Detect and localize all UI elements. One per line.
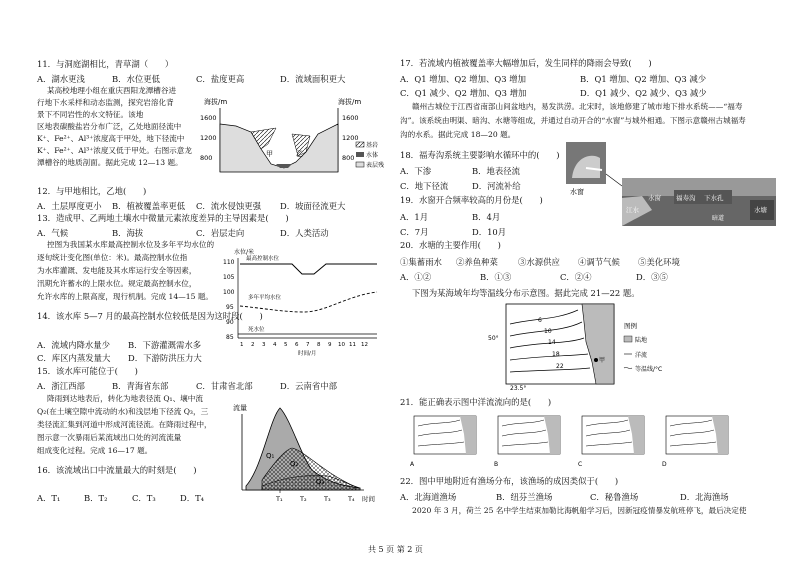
svg-text:福寿沟: 福寿沟 [676,194,696,202]
svg-text:18: 18 [552,351,560,358]
q11-opt-c[interactable]: C．盐度更高 [196,74,245,84]
q16-opt-a[interactable]: A．T₁ [37,493,61,503]
svg-text:22: 22 [556,363,564,370]
svg-text:110: 110 [223,259,235,266]
q20-opt-d[interactable]: D．③⑤ [636,272,668,282]
svg-text:图例: 图例 [624,322,637,330]
current-options-figure[interactable] [404,412,734,470]
option-map-d [662,416,728,468]
svg-text:85: 85 [226,334,234,341]
q13-stem: 13．造成甲、乙两地土壤水中微量元素浓度差异的主导因素是( ) [37,213,289,223]
q16-opt-d[interactable]: D．T₄ [180,493,205,503]
fig1-label-yi: 乙 [296,150,303,158]
svg-text:1: 1 [240,342,244,348]
q18-opt-d[interactable]: D．河流补给 [472,181,521,191]
fig1-right-axis: 海拔/m [338,98,362,106]
fig2-months [240,342,368,348]
isotherm-map [486,302,663,392]
svg-text:T₁: T₁ [276,495,283,503]
q22-opt-d[interactable]: D．北海渔场 [680,492,729,502]
q13-opt-c[interactable]: C．岩层走向 [196,228,245,238]
svg-text:水塘: 水塘 [754,206,767,214]
svg-text:Q₂: Q₂ [290,460,299,468]
q18-opt-a[interactable]: A．下渗 [400,166,432,176]
fig1-label-jia: 甲 [266,150,273,158]
svg-text:T₂: T₂ [300,495,307,503]
geologic-profile-figure [196,94,386,184]
q14-opt-b[interactable]: B．下游灌溉需水多 [128,340,202,350]
q19-opt-a[interactable]: A．1月 [400,212,429,222]
svg-text:8: 8 [317,342,321,348]
svg-text:50°: 50° [488,335,499,342]
q13-opt-a[interactable]: A．气候 [37,228,69,238]
jia-label: 甲 [599,357,606,364]
svg-text:水窗: 水窗 [648,194,661,202]
svg-text:5: 5 [284,342,288,348]
q22-stem: 22．图中甲地附近有渔场分布，该渔场的成因类似于( ) [400,476,619,486]
q20-opt-b[interactable]: B．①③ [480,272,512,282]
svg-text:等温线/°C: 等温线/°C [635,366,663,373]
q19-opt-c[interactable]: C．7月 [400,227,429,237]
q21-stem: 21．能正确表示图中洋流流向的是( ) [400,397,552,407]
svg-text:2: 2 [251,342,255,348]
q20-item-1: ①集蓄雨水 [400,257,442,267]
q22-opt-c[interactable]: C．秘鲁渔场 [590,492,639,502]
q18-stem: 18．福寿沟系统主要影响水循环中的( ) [400,150,560,160]
q19-stem: 19．水窗开合频率较高的月份是( ) [400,195,543,205]
fig2-ylabel: 水位/米 [234,249,255,256]
q18-opt-c[interactable]: C．地下径流 [400,181,449,191]
svg-text:9: 9 [328,342,332,348]
svg-text:10: 10 [544,328,552,335]
q14-opt-a[interactable]: A．流域内降水量少 [37,340,111,350]
q14-opt-d[interactable]: D．下游防洪压力大 [128,353,202,363]
svg-text:多年平均水位: 多年平均水位 [248,295,282,301]
passage-isotherm: 下图为某海域年均等温线分布示意图。据此完成 21—22 题。 [412,288,640,298]
fig2-yticks [223,259,235,341]
q20-stem: 20．水塘的主要作用( ) [400,240,501,250]
svg-text:6: 6 [295,342,299,348]
q17-opt-d[interactable]: D．Q1 减少、Q2 减少、Q3 减少 [580,88,707,98]
svg-text:陆地: 陆地 [635,337,648,344]
q14-stem: 14．该水库 5—7 月的最高控制水位较低是因为这时段( ) [37,311,263,321]
q11-opt-a[interactable]: A．湖水更浅 [37,74,85,84]
reservoir-level-chart [222,246,382,358]
svg-text:最高控制水位: 最高控制水位 [246,256,280,262]
svg-text:100: 100 [223,289,235,296]
svg-text:Q₁: Q₁ [266,452,275,460]
svg-text:11: 11 [349,342,356,348]
q11-opt-b[interactable]: B．水位更低 [112,74,161,84]
q20-item-2: ②养鱼种菜 [456,257,498,267]
svg-text:江水: 江水 [626,206,639,214]
svg-text:23.5°: 23.5° [510,385,527,392]
q17-opt-c[interactable]: C．Q1 减少、Q2 增加、Q3 增加 [400,88,527,98]
q12-opt-a[interactable]: A．土层厚度更小 [37,201,102,211]
svg-text:4: 4 [273,342,277,348]
svg-text:10: 10 [338,342,345,348]
fig1-left-axis: 海拔/m [204,98,228,106]
svg-text:C: C [578,461,583,468]
svg-text:95: 95 [226,304,234,311]
q15-stem: 15．该水库可能位于( ) [37,366,138,376]
svg-text:B: B [494,461,499,468]
runoff-hydrograph [232,398,380,508]
svg-text:死水位: 死水位 [248,327,265,333]
q22-opt-b[interactable]: B．纽芬兰渔场 [496,492,553,502]
q12-opt-c[interactable]: C．流水侵蚀更强 [196,201,262,211]
svg-text:7: 7 [306,342,310,348]
q22-opt-a[interactable]: A．北海道渔场 [400,492,457,502]
q16-stem: 16．该流域出口中流量最大的时刻是( ) [37,465,197,475]
option-map-c [578,416,644,468]
q12-opt-d[interactable]: D．坡面径流更大 [280,201,346,211]
svg-text:90: 90 [226,319,234,326]
svg-text:3: 3 [262,342,266,348]
q13-opt-b[interactable]: B．海拔 [112,228,144,238]
q15-opt-c[interactable]: C．甘肃省北部 [196,381,253,391]
svg-text:1200: 1200 [200,134,217,142]
q12-stem: 12．与甲地相比，乙地( ) [37,186,147,196]
q11-opt-d[interactable]: D．流域面积更大 [280,74,346,84]
passage-netherlands: 2020 年 3 月，荷兰 25 名中学生结束加勒比海帆船学习后，因新冠疫情暴发航班停飞，最后决定使 [412,506,747,515]
q16-opt-b[interactable]: B．T₂ [84,493,108,503]
svg-text:T₄: T₄ [348,495,355,503]
svg-text:水窗: 水窗 [570,188,584,196]
q15-opt-b[interactable]: B．青海省东部 [112,381,169,391]
q20-item-4: ④调节气候 [578,257,620,267]
q20-item-3: ③水源供应 [518,257,560,267]
svg-text:800: 800 [200,154,213,162]
q11-stem: 11．与洞庭湖相比，青草湖（ ） [37,59,174,69]
svg-text:1600: 1600 [342,114,359,122]
q17-opt-b[interactable]: B．Q1 增加、Q2 增加、Q3 减少 [580,74,707,84]
svg-text:800: 800 [342,154,355,162]
svg-text:D: D [662,461,667,468]
q18-opt-b[interactable]: B．地表径流 [472,166,521,176]
q15-opt-a[interactable]: A．浙江西部 [37,381,85,391]
svg-text:Q₃: Q₃ [316,478,325,486]
q19-opt-d[interactable]: D．10月 [472,227,507,237]
fig3-ylabel: 流量 [233,404,247,412]
q19-opt-b[interactable]: B．4月 [472,212,501,222]
svg-text:6: 6 [538,317,542,324]
svg-text:1600: 1600 [200,114,217,122]
svg-text:时间/月: 时间/月 [298,351,317,357]
q17-stem: 17．若流域内植被覆盖率大幅增加后，发生同样的降雨会导致( ) [400,58,652,68]
fushougou-diagram [562,138,778,230]
svg-text:基岩: 基岩 [366,142,379,149]
svg-text:105: 105 [223,274,235,281]
svg-text:表层残: 表层残 [366,162,385,169]
svg-text:1200: 1200 [342,134,359,142]
q14-opt-c[interactable]: C．库区内蒸发量大 [37,353,111,363]
option-map-a [410,416,476,468]
q20-item-5: ⑤美化环境 [638,257,680,267]
q12-opt-b[interactable]: B．植被覆盖率更低 [112,201,186,211]
q13-opt-d[interactable]: D．人类活动 [280,228,329,238]
svg-text:洋流: 洋流 [635,352,648,359]
q15-opt-d[interactable]: D．云南省中部 [280,381,337,391]
svg-text:A: A [410,461,415,468]
q17-opt-a[interactable]: A．Q1 增加、Q2 增加、Q3 增加 [400,74,526,84]
q20-opt-c[interactable]: C．②④ [560,272,592,282]
svg-text:时间: 时间 [362,495,375,503]
page-footer: 共 5 页 第 2 页 [368,545,423,554]
option-map-b [494,416,560,468]
q20-opt-a[interactable]: A．①② [400,272,432,282]
svg-text:下水孔: 下水孔 [704,194,724,202]
svg-text:T₃: T₃ [324,495,331,503]
svg-text:14: 14 [548,339,556,346]
q16-opt-c[interactable]: C．T₃ [132,493,156,503]
svg-text:水体: 水体 [366,152,379,159]
svg-text:12: 12 [361,342,368,348]
svg-text:暗道: 暗道 [712,215,725,222]
